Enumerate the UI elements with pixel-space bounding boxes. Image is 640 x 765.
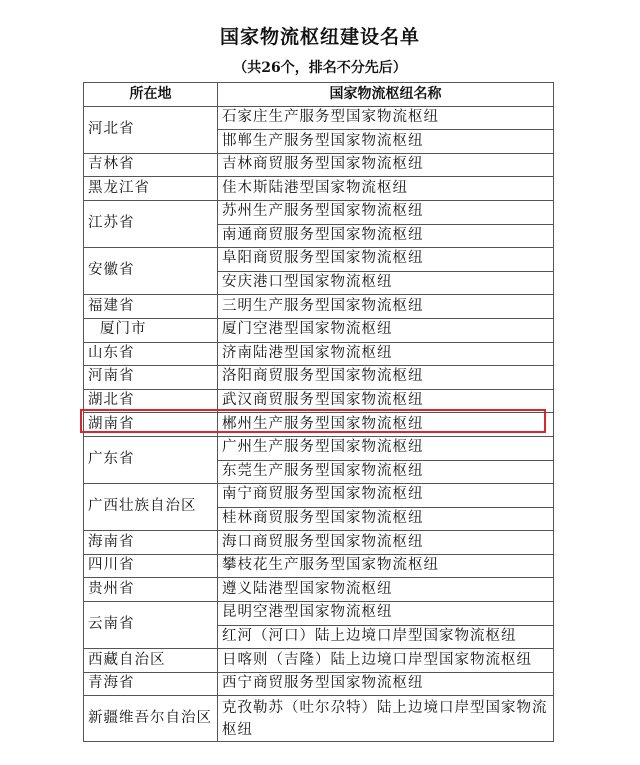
location-cell: 河北省 xyxy=(84,106,218,153)
hub-cell: 邯郸生产服务型国家物流枢纽 xyxy=(218,130,554,154)
table-row xyxy=(84,318,554,342)
table-row xyxy=(84,484,554,508)
table-row xyxy=(84,649,554,673)
table-row xyxy=(84,295,554,319)
table-row xyxy=(84,696,554,742)
location-cell: 四川省 xyxy=(84,554,218,578)
hub-cell: 三明生产服务型国家物流枢纽 xyxy=(218,295,554,319)
location-cell: 湖北省 xyxy=(84,389,218,413)
table-row xyxy=(84,248,554,272)
location-cell: 贵州省 xyxy=(84,578,218,602)
hub-cell: 南通商贸服务型国家物流枢纽 xyxy=(218,224,554,248)
location-cell: 黑龙江省 xyxy=(84,177,218,201)
table-row xyxy=(84,672,554,696)
hub-cell: 武汉商贸服务型国家物流枢纽 xyxy=(218,389,554,413)
table-row xyxy=(84,200,554,224)
table-row xyxy=(84,106,554,130)
location-cell: 山东省 xyxy=(84,342,218,366)
hub-cell: 济南陆港型国家物流枢纽 xyxy=(218,342,554,366)
table-header-row xyxy=(84,83,554,107)
location-cell: 海南省 xyxy=(84,531,218,555)
location-cell: 安徽省 xyxy=(84,248,218,295)
hub-cell: 海口商贸服务型国家物流枢纽 xyxy=(218,531,554,555)
hub-cell: 苏州生产服务型国家物流枢纽 xyxy=(218,200,554,224)
hub-cell: 安庆港口型国家物流枢纽 xyxy=(218,271,554,295)
table-row xyxy=(84,342,554,366)
hub-cell: 东莞生产服务型国家物流枢纽 xyxy=(218,460,554,484)
location-cell: 广东省 xyxy=(84,436,218,483)
table-row xyxy=(84,366,554,390)
location-cell: 福建省 xyxy=(84,295,218,319)
highlight-box xyxy=(80,409,546,433)
table-row xyxy=(84,602,554,626)
hub-cell: 石家庄生产服务型国家物流枢纽 xyxy=(218,106,554,130)
hub-cell: 桂林商贸服务型国家物流枢纽 xyxy=(218,507,554,531)
location-cell: 云南省 xyxy=(84,602,218,649)
header-location: 所在地 xyxy=(84,83,218,107)
location-cell: 厦门市 xyxy=(84,318,218,342)
hub-cell: 阜阳商贸服务型国家物流枢纽 xyxy=(218,248,554,272)
hub-cell: 红河（河口）陆上边境口岸型国家物流枢纽 xyxy=(218,625,554,649)
hub-cell: 克孜勒苏（吐尔尕特）陆上边境口岸型国家物流枢纽 xyxy=(218,696,554,742)
table-row xyxy=(84,554,554,578)
location-cell: 吉林省 xyxy=(84,153,218,177)
hub-cell: 昆明空港型国家物流枢纽 xyxy=(218,602,554,626)
hub-cell: 厦门空港型国家物流枢纽 xyxy=(218,318,554,342)
hub-cell: 佳木斯陆港型国家物流枢纽 xyxy=(218,177,554,201)
table-row xyxy=(84,578,554,602)
table-row xyxy=(84,153,554,177)
location-cell: 湖南省 xyxy=(84,413,218,437)
hub-cell: 郴州生产服务型国家物流枢纽 xyxy=(218,413,554,437)
table-row xyxy=(84,177,554,201)
hub-cell: 洛阳商贸服务型国家物流枢纽 xyxy=(218,366,554,390)
table-row xyxy=(84,436,554,460)
hub-cell: 广州生产服务型国家物流枢纽 xyxy=(218,436,554,460)
hub-cell: 遵义陆港型国家物流枢纽 xyxy=(218,578,554,602)
document-title: 国家物流枢纽建设名单 xyxy=(219,26,420,48)
hub-cell: 西宁商贸服务型国家物流枢纽 xyxy=(218,672,554,696)
header-hub-name: 国家物流枢纽名称 xyxy=(218,83,554,107)
location-cell: 青海省 xyxy=(84,672,218,696)
document-subtitle: （共26个，排名不分先后） xyxy=(233,60,407,76)
location-cell: 新疆维吾尔自治区 xyxy=(84,696,218,742)
location-cell: 西藏自治区 xyxy=(84,649,218,673)
table-row xyxy=(84,531,554,555)
location-cell: 河南省 xyxy=(84,366,218,390)
hub-cell: 吉林商贸服务型国家物流枢纽 xyxy=(218,153,554,177)
location-cell: 广西壮族自治区 xyxy=(84,484,218,531)
hub-cell: 攀枝花生产服务型国家物流枢纽 xyxy=(218,554,554,578)
location-cell: 江苏省 xyxy=(84,200,218,247)
hub-cell: 日喀则（吉隆）陆上边境口岸型国家物流枢纽 xyxy=(218,649,554,673)
hub-cell: 南宁商贸服务型国家物流枢纽 xyxy=(218,484,554,508)
